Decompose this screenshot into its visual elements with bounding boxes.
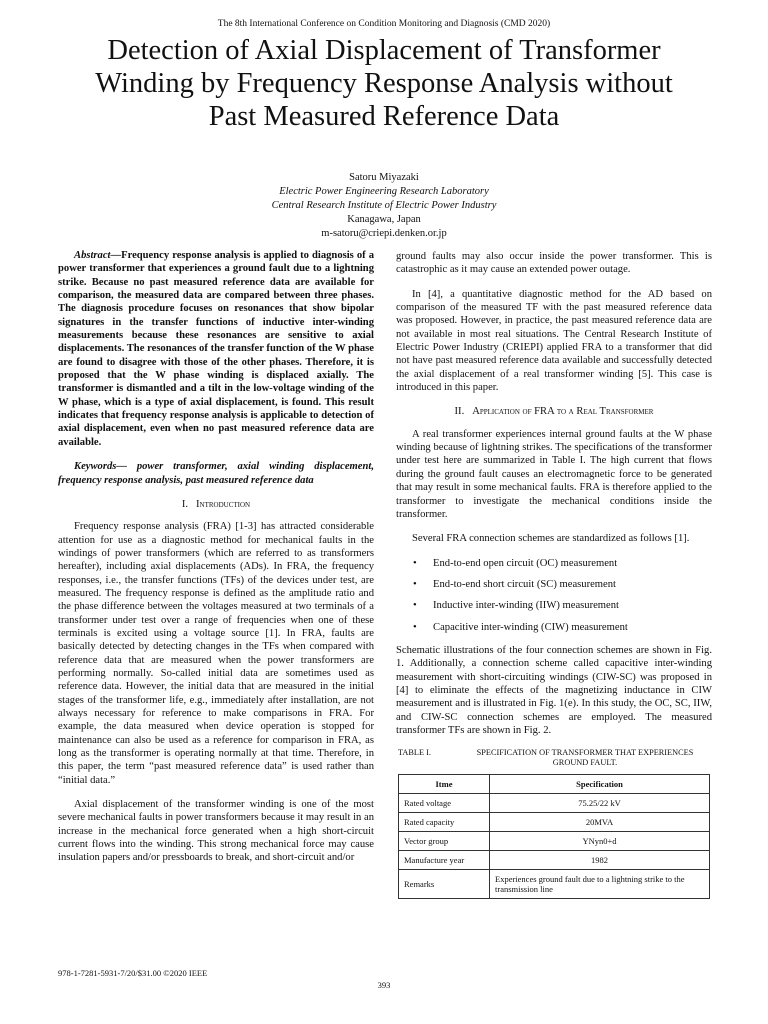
list-item: • End-to-end open circuit (OC) measurement [413,557,618,569]
table-cell: YNyn0+d [490,832,710,851]
title-line: Past Measured Reference Data [208,101,560,132]
author-location: Kanagawa, Japan [347,214,421,225]
table-header: Specification [490,775,710,794]
author-block [0,171,768,241]
conference-header: The 8th International Conference on Condition Monitoring and Diagnosis (CMD 2020) [217,19,551,29]
bullet-icon: • [413,557,417,569]
table-caption [396,748,712,768]
table-row [399,870,710,899]
table-cell: 20MVA [490,813,710,832]
list-item: • End-to-end short circuit (SC) measurement [413,578,616,590]
table-header-row [399,775,710,794]
section-number: II. [454,406,465,418]
table-caption-text: SPECIFICATION OF TRANSFORMER THAT EXPERIENCES GROUND FAULT. [476,748,694,768]
bullet-icon: • [413,621,417,633]
section-title: Application of FRA to a Real Transformer [472,406,654,418]
keywords [58,460,374,487]
abstract-text: Frequency response analysis is applied to diagnosis of a power transformer that experiences a ground fault due to a lightning strike. Because no past measured reference data are available for comparison, the measured data are compared between three phases. The diagnosis procedure focuses on resonances that show bipolar signatures in the transfer functions of inductive inter-winding measurements because these resonances are sensitive to axial displacements. The resonances of the transfer function of the W phase are found to disagree with those of the other phases. Therefore, it is proposed that the W phase winding is displaced axially. The transformer is dismantled and a tilt in the low-voltage winding of the W phase, which is a type of axial displacement, is found. This result indicates that frequency response analysis is applicable to detection of axial displacement, even when no past measured reference data are available. [58,250,374,448]
paper-title [40,34,728,133]
section-heading-application [396,405,712,418]
body-paragraph: Schematic illustrations of the four connection schemes are shown in Fig. 1. Additionally, a connection scheme called capacitive inter-winding measurement with short-circuiting windings (CIW-SC) was proposed in [4] to eliminate the effects of the magnetizing inductance in CIW measurement and is illustrated in Fig. 1(e). In this study, the OC, SC, IIW, and CIW-SC connection schemes are employed. The measured transformer TFs are shown in Fig. 2. [396,644,712,736]
table-cell: Vector group [399,832,490,851]
section-title: Introduction [196,498,251,510]
connection-scheme-list [396,557,712,634]
table-header: Itme [399,775,490,794]
author-lab: Electric Power Engineering Research Laboratory [279,186,489,197]
author-name: Satoru Miyazaki [349,172,419,183]
title-line: Winding by Frequency Response Analysis without [95,68,673,99]
list-item: • Capacitive inter-winding (CIW) measurement [413,621,628,633]
table-cell: 1982 [490,851,710,870]
table-cell: Experiences ground fault due to a lightning strike to the transmission line [490,870,710,899]
body-paragraph: Axial displacement of the transformer winding is one of the most severe mechanical faults in power transformers because it may result in an increase in the mechanical force generated when a high short-circuit current flows into the winding. This strong mechanical force may cause insulation papers and/or pressboards to break, and short-circuit and/or [58,799,374,864]
table-row [399,813,710,832]
table-row [399,832,710,851]
copyright-footer: 978-1-7281-5931-7/20/$31.00 ©2020 IEEE [58,968,208,978]
right-column [396,250,712,899]
table-cell: Rated voltage [399,794,490,813]
body-paragraph: Several FRA connection schemes are standardized as follows [1]. [412,533,690,545]
keywords-dash: — [116,461,127,473]
table-cell: 75.25/22 kV [490,794,710,813]
title-line: Detection of Axial Displacement of Transformer [107,35,661,66]
keywords-text: power transformer, axial winding displacement, frequency response analysis, past measured reference data [58,461,374,486]
abstract-label: Abstract [74,250,111,261]
bullet-icon: • [413,578,417,590]
author-institute: Central Research Institute of Electric Power Industry [271,200,497,211]
table-number: TABLE I. [398,748,431,758]
author-email[interactable]: m-satoru@criepi.denken.or.jp [321,228,447,239]
list-item: • Inductive inter-winding (IIW) measurement [413,600,619,612]
table-cell: Rated capacity [399,813,490,832]
keywords-label: Keywords [74,461,117,473]
section-heading-introduction [58,498,374,511]
specification-table [398,774,710,899]
table-row [399,851,710,870]
left-column [58,249,374,876]
abstract [58,249,374,449]
bullet-icon: • [413,600,417,612]
table-cell: Remarks [399,870,490,899]
abstract-dash: — [110,250,122,261]
section-number: I. [181,498,189,510]
table-cell: Manufacture year [399,851,490,870]
body-paragraph: In [4], a quantitative diagnostic method for the AD based on comparison of the measured TF with the past measured reference data was proposed. However, in practice, the past measured reference data are not available in most real situations. The Central Research Institute of Electric Power Industry (CRIEPI) applied FRA to a transformer that did not have past measured reference data available and successfully detected the axial displacement of a real transformer winding [5]. This case is introduced in this paper. [396,288,712,394]
table-row [399,794,710,813]
page-number: 393 [377,980,391,990]
body-paragraph: Frequency response analysis (FRA) [1-3] has attracted considerable attention for use as a diagnostic method for mechanical faults in the windings of power transformers (which are referred to as transformers hereafter), including axial displacements (ADs). In FRA, the frequency responses, i.e., the transfer functions (TFs) of the devices under test, are measured. The frequency response is defined as the amplitude ratio and the phase difference between the voltages measured at two terminals of a transformer under test over a range of frequencies when one of these terminals is excited using a voltage source [1]. In FRA, faults are basically detected by detecting changes in the TFs when compared with reference data that are measured when the power transformers are performing normally. So-called initial data are sometimes used as reference data. However, the initial data that are measured in the initial stages of the transformer life, e.g., immediately after installation, are not always necessary for reference to make comparisons in FRA. For example, the data measured when device operation is stopped for maintenance can also be used as a reference for comparison in FRA, as long as the transformer is operating normally at that time. Therefore, in this paper, the term “past measured reference data” is used rather than “initial data.” [58,521,374,786]
body-paragraph: ground faults may also occur inside the power transformer. This is catastrophic as it may cause an extended power outage. [396,251,712,276]
body-paragraph: A real transformer experiences internal ground faults at the W phase winding because of lightning strikes. The specifications of the transformer under test here are summarized in Table I. The high current that flows during the ground fault causes an electromagnetic force to be generated that may result in some mechanical faults. FRA is therefore applied to the transformer to investigate the mechanical conditions inside the transformer. [396,428,712,520]
